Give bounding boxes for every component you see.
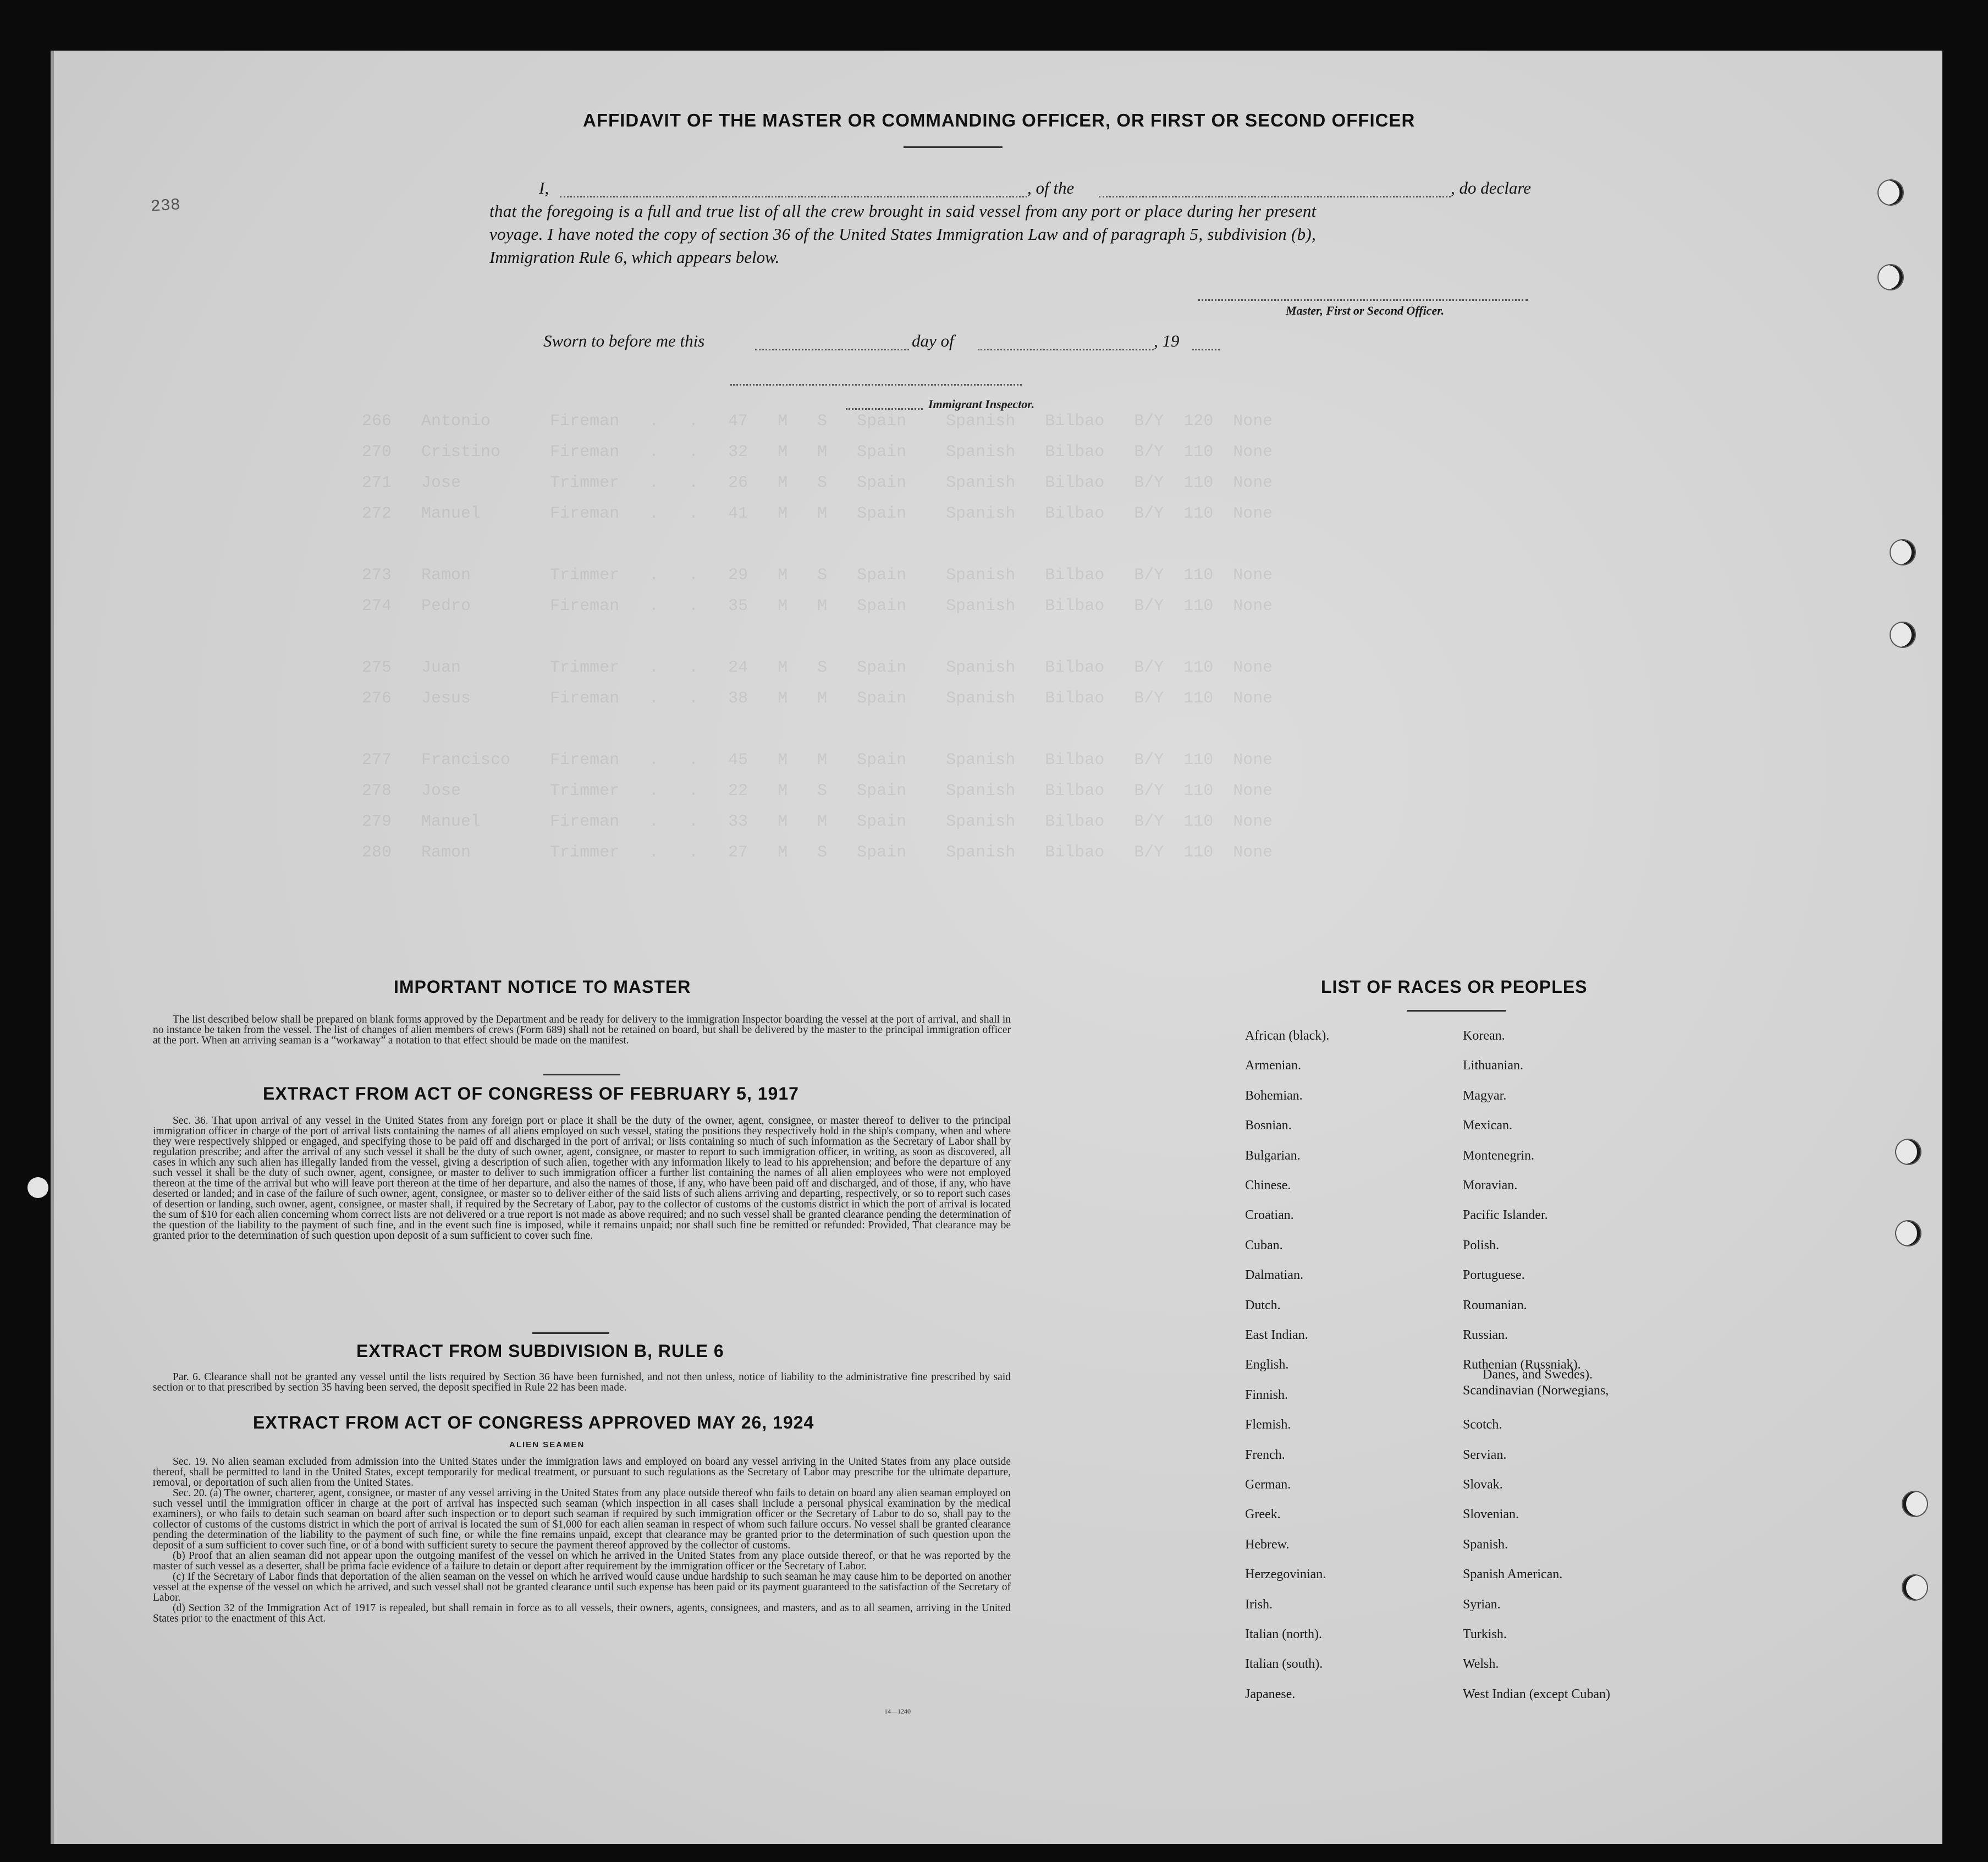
section-rule <box>532 1332 609 1334</box>
race-left-item: Chinese. <box>1245 1178 1291 1193</box>
race-right-item: Magyar. <box>1463 1088 1507 1103</box>
affidavit-line-2: that the foregoing is a full and true list of all the crew brought in said vessel from any port or place during her present <box>489 201 1317 221</box>
race-right-item: Danes, and Swedes). <box>1483 1367 1593 1382</box>
race-right-item: Turkish. <box>1463 1627 1507 1641</box>
sworn-year: , 19 <box>1154 331 1180 350</box>
notice-title: IMPORTANT NOTICE TO MASTER <box>394 977 691 997</box>
race-right-item: Pacific Islander. <box>1463 1208 1548 1223</box>
extract-1924-text <box>153 1457 1011 1624</box>
race-right-item: Roumanian. <box>1463 1298 1527 1312</box>
race-left-item: Hebrew. <box>1245 1537 1290 1552</box>
sec-36-paragraph: Sec. 36. That upon arrival of any vessel in the United States from any foreign port or place it shall be the duty of the owner, agent, consignee, or master thereof to deliver to the principal immigration officer in charge of the port of arrival lists containing the names of all aliens employed on such vessel, stating the positions they respectively hold in the ship's company, when and where they were respectively shipped or engaged, and specifying those to be paid off and discharged in the port of arrival; or lists containing so much of such information as the Secretary of Labor shall by regulation prescribe; and after the arrival of any such vessel it shall be the duty of such owner, agent, consignee, or master to report to such immigration officer, in writing, as soon as discovered, all cases in which any such alien has illegally landed from the vessel, giving a description of such alien, together with any information likely to lead to his apprehension; and before the departure of any such vessel it shall be the duty of such owner, agent, consignee, or master to deliver to such immigration officer a further list containing the names of all alien employees who were not employed thereon at the time of the arrival but who will leave port thereon at the time of her departure, and also the names of those, if any, who have been paid off and discharged, and of those, if any, who have deserted or landed; and in case of the failure of such owner, agent, consignee, or master so to deliver either of the said lists of such aliens arriving and departing, respectively, or so to report such cases of desertion or landing, such owner, agent, consignee, or master shall, if required by the Secretary of Labor, pay to the collector of customs of the customs district in which the port of arrival is located the sum of $10 for each alien concerning whom correct lists are not delivered or a true report is not made as above required; and no such vessel shall be granted clearance pending the determination of the question of the liability to the payment of such fine, and in the event such fine is imposed, while it remains unpaid; nor shall such fine be remitted or refunded: Provided, That clearance may be granted prior to the determination of such question upon deposit of a sum sufficient to cover such fine. <box>153 1115 1011 1242</box>
affidavit-line-3: voyage. I have noted the copy of section 36 of the United States Immigration Law and of paragraph 5, subdivision (b), <box>489 224 1317 244</box>
affidavit-title-rule <box>904 146 1003 148</box>
race-left-item: Bulgarian. <box>1245 1148 1301 1163</box>
race-left-item: Cuban. <box>1245 1238 1283 1253</box>
race-left-item: Flemish. <box>1245 1418 1291 1432</box>
race-left-item: Greek. <box>1245 1507 1281 1522</box>
race-right-item: Korean. <box>1463 1029 1505 1043</box>
race-left-item: Armenian. <box>1245 1058 1301 1073</box>
race-left-item: Italian (south). <box>1245 1657 1323 1672</box>
race-left-item: French. <box>1245 1447 1285 1462</box>
form-number: 14—1240 <box>884 1707 911 1715</box>
binder-hole <box>1896 1221 1920 1245</box>
race-right-item: Polish. <box>1463 1238 1500 1253</box>
sworn-year-blank[interactable] <box>1192 349 1220 350</box>
race-right-item: Servian. <box>1463 1447 1507 1462</box>
binder-hole <box>1879 265 1903 289</box>
sec-20b-paragraph: (b) Proof that an alien seaman did not appear upon the outgoing manifest of the vessel on which he arrived in the United States from any place outside thereof, or that he was reported by the master of such vessel as a deserter, shall be prima facie evidence of a failure to detain or deport after requirement by the immigration officer or the Secretary of Labor. <box>153 1550 1011 1572</box>
race-left-item: Bohemian. <box>1245 1088 1303 1103</box>
race-right-item: Slovenian. <box>1463 1507 1519 1522</box>
alien-seamen-subtitle: ALIEN SEAMEN <box>509 1440 585 1449</box>
binder-hole <box>1896 1140 1920 1164</box>
race-right-item: Montenegrin. <box>1463 1148 1534 1163</box>
master-signature-line[interactable] <box>1198 299 1528 301</box>
race-left-item: Irish. <box>1245 1597 1273 1612</box>
race-left-item: Japanese. <box>1245 1687 1296 1701</box>
extract-rule6-title: EXTRACT FROM SUBDIVISION B, RULE 6 <box>356 1341 724 1361</box>
race-left-item: Finnish. <box>1245 1387 1288 1402</box>
sec-19-paragraph: Sec. 19. No alien seaman excluded from admission into the United States under the immigration laws and employed on board any vessel arriving in the United States from any place outside thereof, shall be permitted to land in the United States, except temporarily for medical treatment, or pursuant to such regulations as the Secretary of Labor may prescribe for the ultimate departure, removal, or deportation of such alien from the United States. <box>153 1456 1011 1488</box>
binder-hole <box>1879 180 1903 205</box>
race-right-item: Slovak. <box>1463 1477 1503 1492</box>
race-left-item: Croatian. <box>1245 1208 1294 1223</box>
sec-20a-paragraph: Sec. 20. (a) The owner, charterer, agent, consignee, or master of any vessel arriving in the United States from any place outside thereof who fails to detain on board any alien seaman employed on such vessel until the immigration officer in charge at the port of arrival has inspected such seaman (which inspection in all cases shall include a personal physical examination by the medical examiners), or who fails to detain such seaman on board after such inspection or to deport such seaman if required by such immigration officer or the Secretary of Labor to do so, shall pay to the collector of customs of the customs district in which the port of arrival is located the sum of $1,000 for each alien seaman in respect of whom such failure occurs. No vessel shall be granted clearance pending the determination of the liability to the payment of such fine, or while the fine remains unpaid, except that clearance may be granted prior to the determination of such question upon the deposit of a sum sufficient to cover such fine, or of a bond with sufficient surety to secure the payment thereof approved by the collector of customs. <box>153 1487 1011 1551</box>
race-left-item: Bosnian. <box>1245 1118 1292 1133</box>
inspector-signature-line-lower[interactable] <box>846 408 923 410</box>
sworn-day-blank[interactable] <box>755 349 909 350</box>
race-left-item: Dalmatian. <box>1245 1268 1303 1283</box>
page-stamp-number: 238 <box>150 196 181 217</box>
sec-20d-paragraph: (d) Section 32 of the Immigration Act of 1917 is repealed, but shall remain in force as to all vessels, their owners, agents, consignees, and masters, and as to all seamen, arriving in the United States prior to the enactment of this Act. <box>153 1602 1011 1624</box>
race-right-item: Spanish American. <box>1463 1567 1563 1582</box>
race-right-item: Welsh. <box>1463 1657 1499 1672</box>
binder-hole <box>1903 1492 1927 1516</box>
extract-1917-title: EXTRACT FROM ACT OF CONGRESS OF FEBRUARY 5, 1917 <box>263 1084 799 1103</box>
name-blank[interactable] <box>560 196 1027 197</box>
binder-hole <box>1903 1575 1927 1600</box>
race-right-item: Scotch. <box>1463 1418 1502 1432</box>
sworn-day-of: day of <box>912 331 954 350</box>
notice-text <box>153 1014 1011 1046</box>
affidavit-i: I, <box>539 178 549 197</box>
race-left-item: German. <box>1245 1477 1291 1492</box>
master-signature-label: Master, First or Second Officer. <box>1286 304 1445 317</box>
race-right-item: Scandinavian (Norwegians, <box>1463 1383 1609 1398</box>
race-right-item: Syrian. <box>1463 1597 1501 1612</box>
section-rule <box>543 1074 620 1075</box>
race-right-item: Moravian. <box>1463 1178 1518 1193</box>
document-page <box>51 51 1942 1844</box>
race-left-item: Herzegovinian. <box>1245 1567 1326 1582</box>
races-title-rule <box>1407 1010 1506 1012</box>
inspector-label: Immigrant Inspector. <box>928 397 1035 411</box>
race-left-item: African (black). <box>1245 1029 1330 1043</box>
sworn-prefix: Sworn to before me this <box>543 331 705 350</box>
affidavit-title: AFFIDAVIT OF THE MASTER OR COMMANDING OFFICER, OR FIRST OR SECOND OFFICER <box>583 110 1416 130</box>
extract-1924-title: EXTRACT FROM ACT OF CONGRESS APPROVED MAY 26, 1924 <box>253 1413 814 1432</box>
affidavit-line-4: Immigration Rule 6, which appears below. <box>489 248 780 267</box>
race-right-item: Portuguese. <box>1463 1268 1525 1283</box>
notice-paragraph: The list described below shall be prepared on blank forms approved by the Department and be ready for delivery to the immigration Inspector boarding the vessel at the port of arrival, and shall in no instance be taken from the vessel. The list of changes of alien members of crews (Form 689) shall not be retained on board, but shall be delivered by the master to the principal immigration officer at the port. When an arriving seaman is a “workaway” a notation to that effect should be made on the manifest. <box>153 1014 1011 1046</box>
race-right-item: Spanish. <box>1463 1537 1508 1552</box>
races-title: LIST OF RACES OR PEOPLES <box>1321 977 1588 997</box>
binder-hole <box>1891 623 1915 647</box>
affidavit-of-the: , of the <box>1027 178 1075 197</box>
race-left-item: Dutch. <box>1245 1298 1281 1312</box>
race-left-item: East Indian. <box>1245 1328 1308 1342</box>
race-right-item: Russian. <box>1463 1328 1508 1342</box>
inspector-signature-line[interactable] <box>730 384 1022 386</box>
sworn-month-blank[interactable] <box>978 349 1154 350</box>
binder-hole <box>1891 540 1915 564</box>
sec-20c-paragraph: (c) If the Secretary of Labor finds that deportation of the alien seaman on the vessel on which he arrived would cause undue hardship to such seaman he may cause him to be deported on another vessel at the expense of the vessel on which he arrived, and such vessel shall not be granted clearance until such expense has been paid or its payment guaranteed to the satisfaction of the Secretary of Labor. <box>153 1571 1011 1603</box>
race-left-item: Italian (north). <box>1245 1627 1322 1641</box>
bleed-through-texture: 266 Antonio Fireman . . 47 M S Spain Spanish Bilbao B/Y 120 None 270 Cristino Fireman . . 32 M M Spain Spanish Bilbao B/Y 110 None 271 Jose Trimmer . . 26 M S Spain Spanish Bilbao B/Y 110 None 272 Manuel Fireman . . 41 M M Spain Spanish Bilbao B/Y 110 None 273 Ramon Trimmer . . 29 M S Spain Spanish Bilbao B/Y 110 None 274 Pedro Fireman . . 35 M M Spain Spanish Bilbao B/Y 110 None 275 Juan Trimmer . . 24 M S Spain Spanish Bilbao B/Y 110 None 276 Jesus Fireman . . 38 M M Spain Spanish Bilbao B/Y 110 None 277 Francisco Fireman . . 45 M M Spain Spanish Bilbao B/Y 110 None 278 Jose Trimmer . . 22 M S Spain Spanish Bilbao B/Y 110 None 279 Manuel Fireman . . 33 M M Spain Spanish Bilbao B/Y 110 None 280 Ramon Trimmer . . 27 M S Spain Spanish Bilbao B/Y 110 None <box>362 412 1273 862</box>
vessel-blank[interactable] <box>1099 196 1451 197</box>
extract-1917-text <box>153 1116 1011 1241</box>
affidavit-declare: , do declare <box>1451 178 1532 197</box>
race-right-item: Mexican. <box>1463 1118 1512 1133</box>
left-punch-dot <box>27 1177 48 1198</box>
race-right-item: Lithuanian. <box>1463 1058 1523 1073</box>
extract-rule6-text <box>153 1372 1011 1393</box>
par-6-paragraph: Par. 6. Clearance shall not be granted any vessel until the lists required by Section 36 have been furnished, and not then unless, notice of liability to the administrative fine prescribed by said section or to that prescribed by section 35 having been served, the deposit specified in Rule 22 has been made. <box>153 1371 1011 1393</box>
race-right-item: Ruthenian (Russniak). <box>1463 1358 1581 1372</box>
race-left-item: English. <box>1245 1358 1289 1372</box>
race-right-item: West Indian (except Cuban) <box>1463 1687 1610 1701</box>
